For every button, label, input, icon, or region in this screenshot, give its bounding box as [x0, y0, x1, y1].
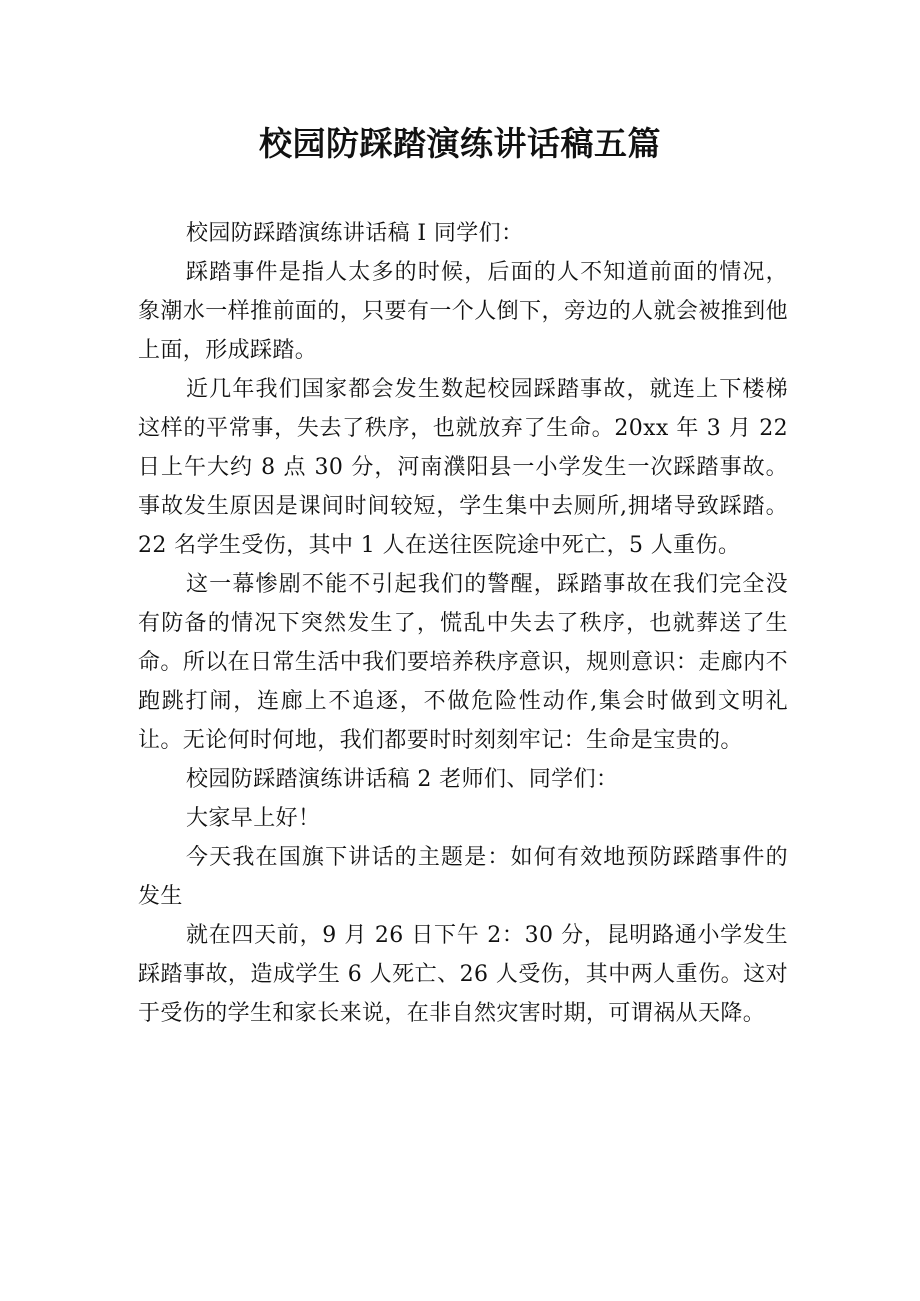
paragraph: 这一幕惨剧不能不引起我们的警醒，踩踏事故在我们完全没有防备的情况下突然发生了，慌乱中失去了秩序，也就葬送了生命。所以在日常生活中我们要培养秩序意识，规则意识：走廊内不跑跳打闹，连廊上不追逐，不做危险性动作,集会时做到文明礼让。无论何时何地，我们都要时时刻刻牢记：生命是宝贵的。 [138, 572, 788, 753]
paragraph: 大家早上好！ [186, 806, 321, 831]
paragraph: 校园防踩踏演练讲话稿 2 老师们、同学们： [186, 767, 619, 792]
paragraph: 今天我在国旗下讲话的主题是：如何有效地预防踩踏事件的发生 [138, 845, 788, 909]
paragraph: 校园防踩踏演练讲话稿 I 同学们： [186, 221, 524, 246]
paragraph: 踩踏事件是指人太多的时候，后面的人不知道前面的情况，象潮水一样推前面的，只要有一个人倒下，旁边的人就会被推到他上面，形成踩踏。 [138, 260, 788, 363]
document-title: 校园防踩踏演练讲话稿五篇 [259, 124, 661, 163]
paragraph: 就在四天前，9 月 26 日下午 2：30 分，昆明路通小学发生踩踏事故，造成学生 6 人死亡、26 人受伤，其中两人重伤。这对于受伤的学生和家长来说，在非自然灾害时期，可谓祸从天降。 [138, 923, 788, 1026]
paragraph: 近几年我们国家都会发生数起校园踩踏事故，就连上下楼梯这样的平常事，失去了秩序，也就放弃了生命。20xx 年 3 月 22 日上午大约 8 点 30 分，河南濮阳县一小学发生一次踩踏事故。事故发生原因是课间时间较短，学生集中去厕所,拥堵导致踩踏。22 名学生受伤，其中 1 人在送往医院途中死亡，5 人重伤。 [138, 377, 788, 558]
document-body [138, 214, 788, 1033]
